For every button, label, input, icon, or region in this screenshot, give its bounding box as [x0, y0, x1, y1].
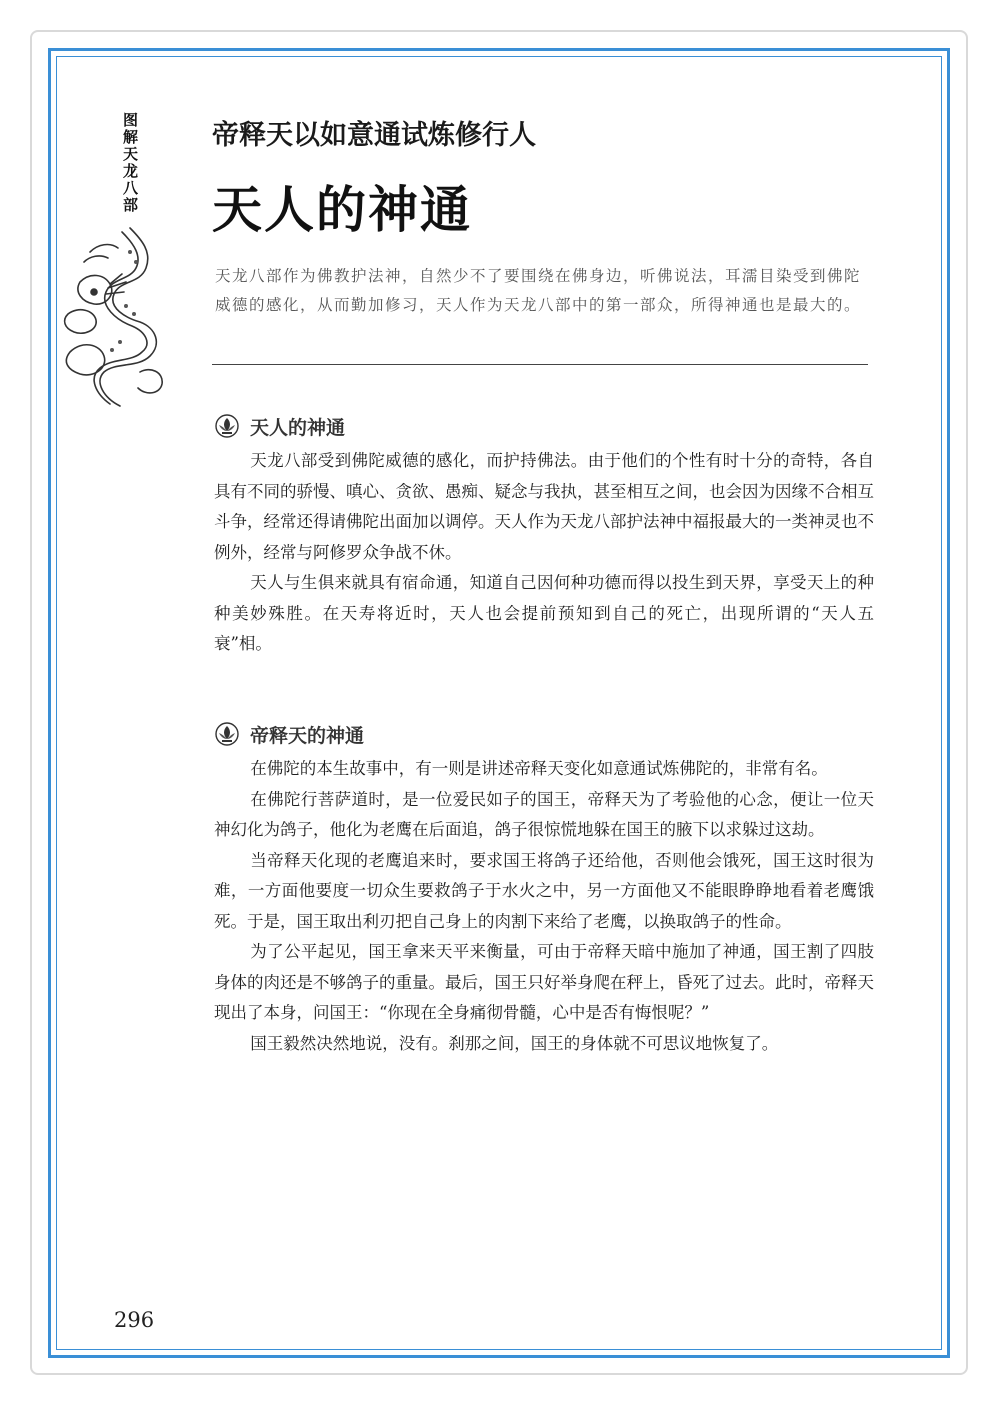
section-title: 天人的神通 [250, 416, 346, 439]
section-heading [214, 410, 874, 442]
article-title: 天人的神通 [212, 180, 472, 239]
lotus-icon [214, 721, 240, 747]
dragon-illustration [60, 222, 172, 414]
body-paragraph: 在佛陀行菩萨道时，是一位爱民如子的国王，帝释天为了考验他的心念，便让一位天神幻化为鸽子，他化为老鹰在后面追，鸽子很惊慌地躲在国王的腋下以求躲过这劫。 [214, 789, 874, 839]
body-paragraph: 天龙八部受到佛陀威德的感化，而护持佛法。由于他们的个性有时十分的奇特，各自具有不同的骄慢、嗔心、贪欲、愚痴、疑念与我执，甚至相互之间，也会因为因缘不合相互斗争，经常还得请佛陀出面加以调停。天人作为天龙八部护法神中福报最大的一类神灵也不例外，经常与阿修罗众争战不休。 [214, 451, 874, 562]
body-paragraph: 为了公平起见，国王拿来天平来衡量，可由于帝释天暗中施加了神通，国王割了四肢身体的肉还是不够鸽子的重量。最后，国王只好举身爬在秤上，昏死了过去。此时，帝释天现出了本身，问国王：“你现在全身痛彻骨髓，心中是否有悔恨呢？” [214, 942, 874, 1022]
body-paragraph: 在佛陀的本生故事中，有一则是讲述帝释天变化如意通试炼佛陀的，非常有名。 [250, 759, 828, 778]
article-subtitle: 帝释天以如意通试炼修行人 [212, 120, 536, 151]
body-paragraph: 当帝释天化现的老鹰追来时，要求国王将鸽子还给他，否则他会饿死，国王这时很为难，一方面他要度一切众生要救鸽子于水火之中，另一方面他又不能眼睁睁地看着老鹰饿死。于是，国王取出利刃把自己身上的肉割下来给了老鹰，以换取鸽子的性命。 [214, 850, 874, 931]
page-frame-inner [56, 56, 942, 1350]
side-label: 图解天龙八部 [121, 112, 139, 214]
intro-paragraph: 天龙八部作为佛教护法神，自然少不了要围绕在佛身边，听佛说法，耳濡目染受到佛陀威德的感化，从而勤加修习，天人作为天龙八部中的第一部众，所得神通也是最大的。 [215, 267, 862, 314]
section-dishitian-shentong [214, 718, 874, 1059]
section-heading [214, 718, 874, 750]
lotus-icon [214, 413, 240, 439]
divider-rule [212, 364, 868, 365]
section-title: 帝释天的神通 [250, 724, 365, 747]
page-number: 296 [114, 1308, 155, 1332]
section-tianren-shentong [214, 410, 874, 660]
body-paragraph: 国王毅然决然地说，没有。刹那之间，国王的身体就不可思议地恢复了。 [250, 1033, 779, 1053]
body-paragraph: 天人与生俱来就具有宿命通，知道自己因何种功德而得以投生到天界，享受天上的种种美妙殊胜。在天寿将近时，天人也会提前预知到自己的死亡，出现所谓的“天人五衰”相。 [214, 573, 874, 653]
